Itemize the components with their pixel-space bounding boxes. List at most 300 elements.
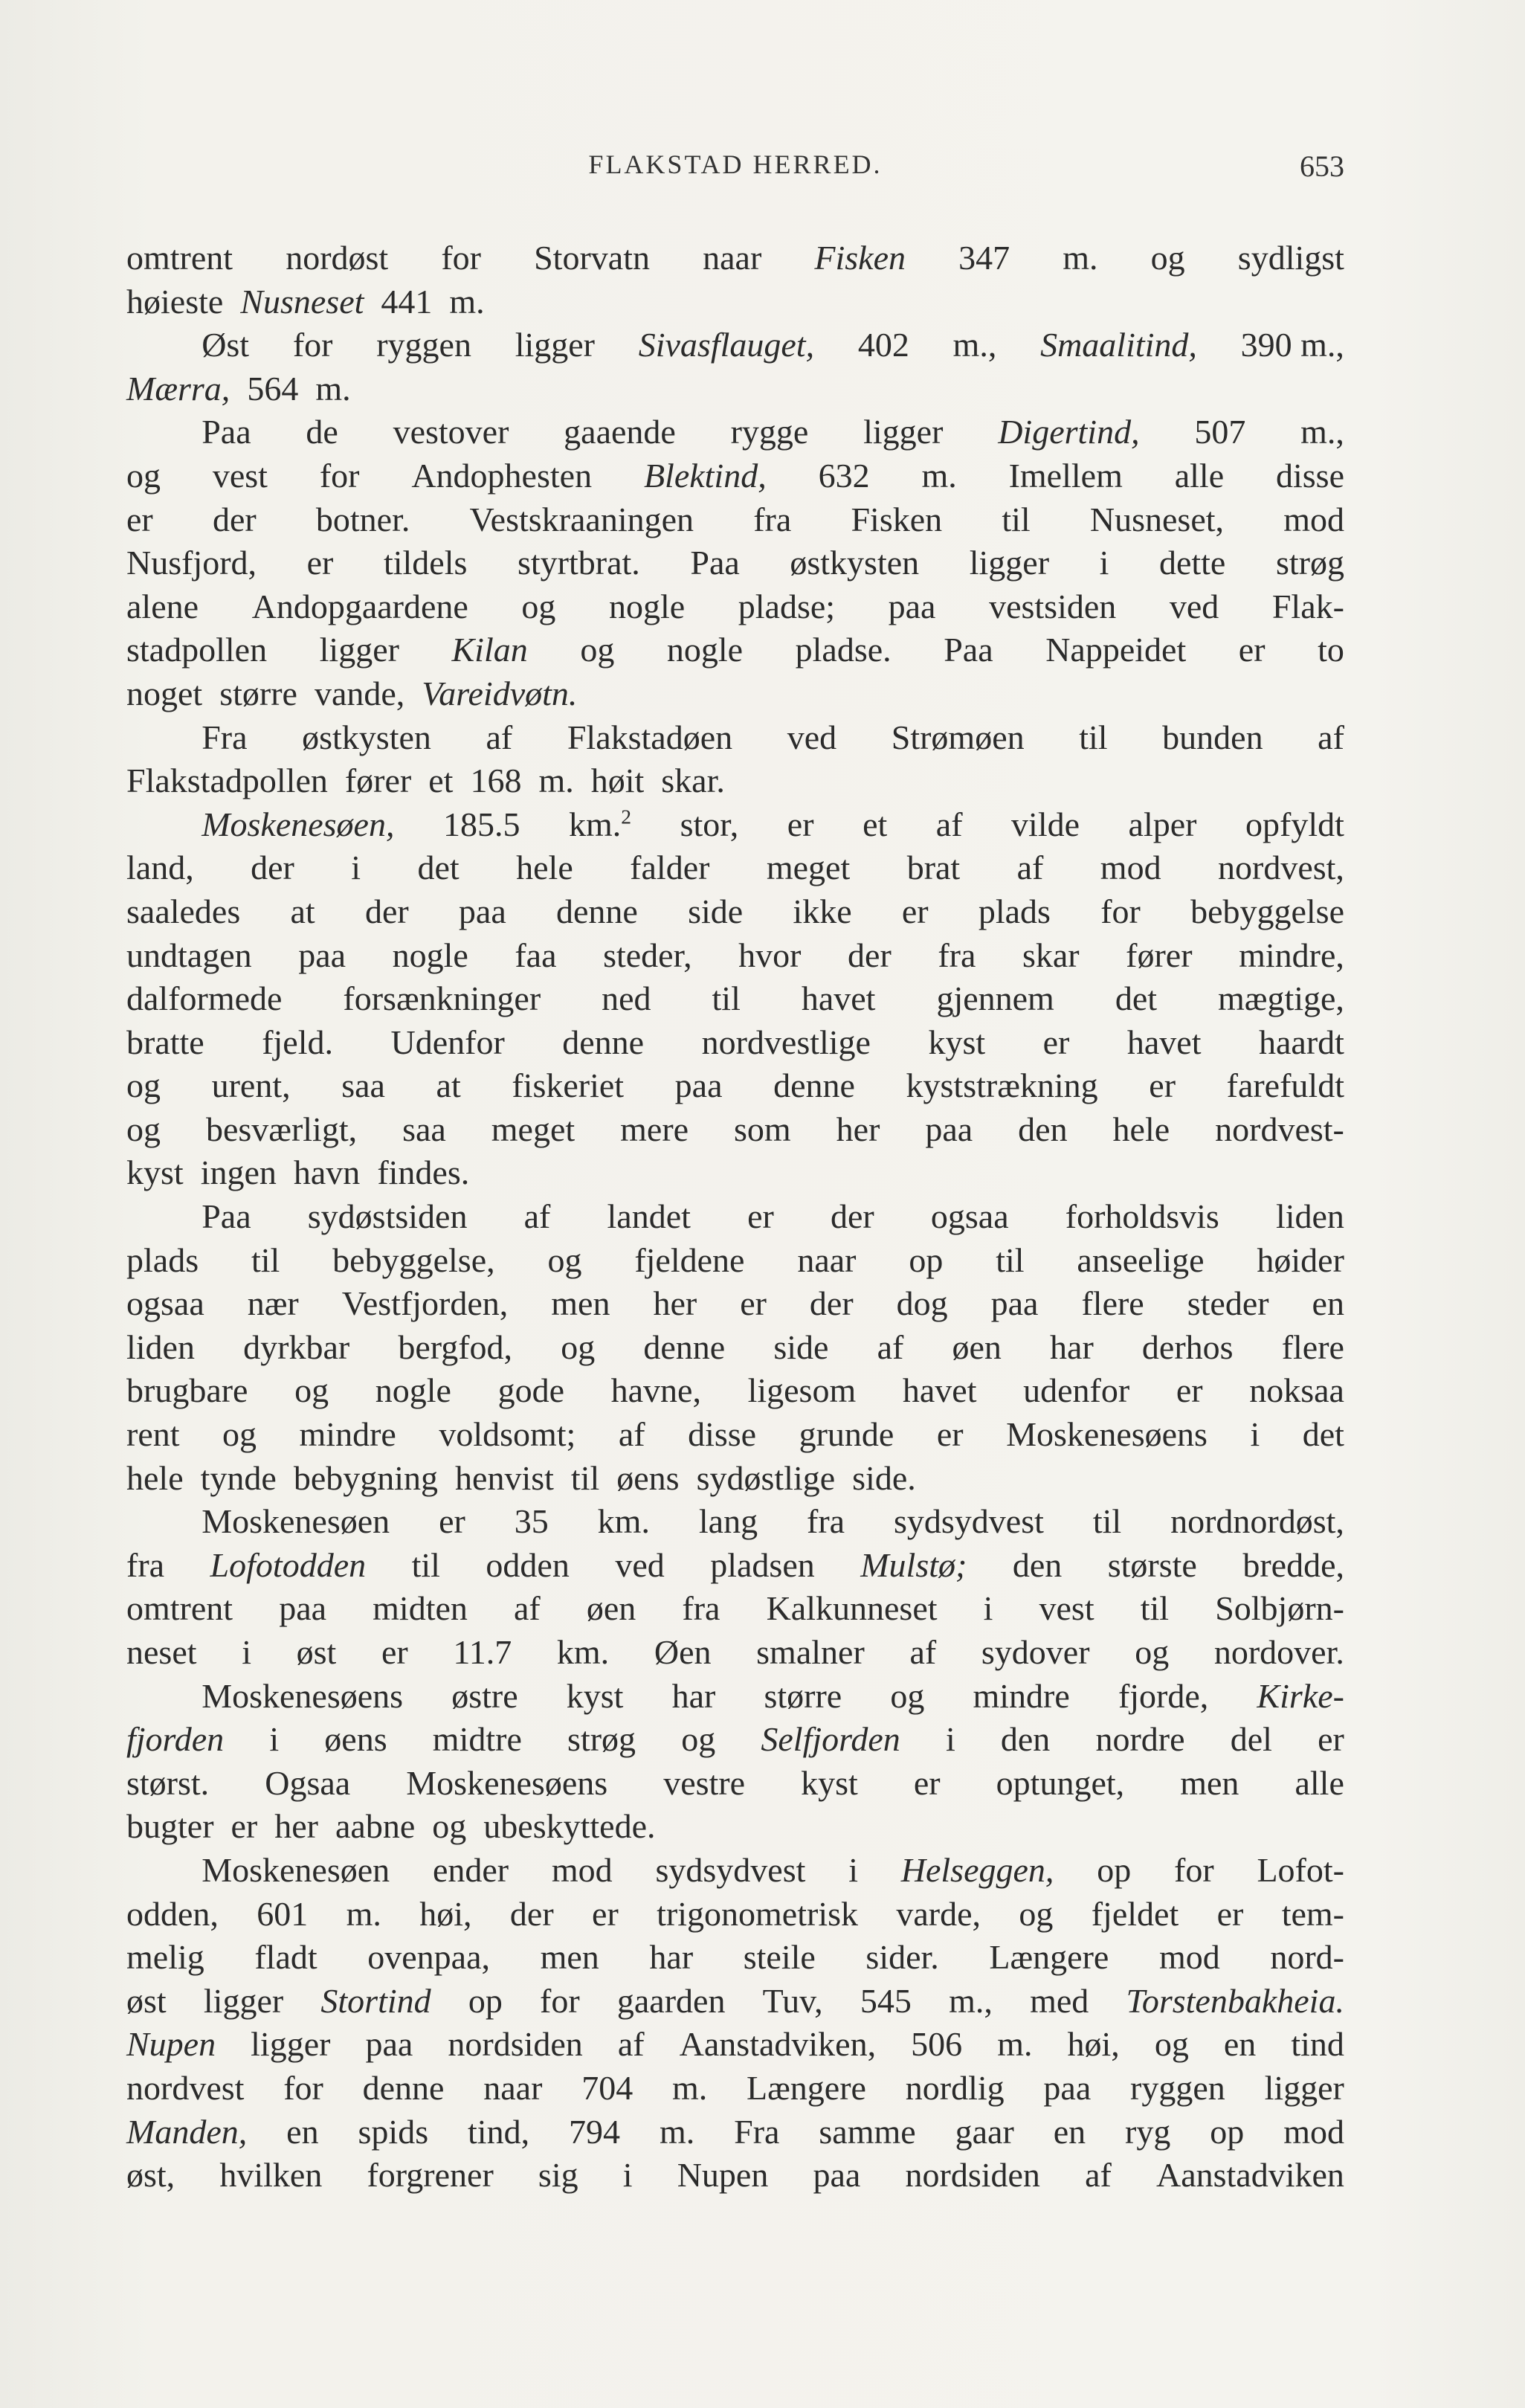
- word: høit: [590, 762, 645, 800]
- word: i: [622, 2156, 633, 2195]
- word: kyst: [928, 1023, 986, 1061]
- text-line: [126, 1849, 1344, 1893]
- word: men: [1180, 1763, 1239, 1802]
- word: østre: [451, 1676, 518, 1715]
- word: det: [417, 849, 460, 887]
- word: ligger: [863, 413, 944, 451]
- word: Strømøen: [891, 718, 1025, 756]
- text-line: [126, 280, 1344, 324]
- word: 11.7: [453, 1633, 512, 1671]
- word: bredde,: [1242, 1545, 1344, 1584]
- word: strøg: [1275, 544, 1344, 582]
- word: dette: [1158, 544, 1226, 582]
- word: ryggen: [376, 326, 471, 364]
- word: nogle: [666, 631, 744, 669]
- word: nordvest-: [1215, 1110, 1344, 1148]
- text-line: [126, 1239, 1344, 1283]
- word: og: [1150, 239, 1185, 277]
- text-line: [126, 1631, 1344, 1675]
- word: m.: [449, 282, 485, 321]
- word: den: [1018, 1110, 1068, 1148]
- word: liden: [126, 1327, 195, 1366]
- word: men: [551, 1284, 610, 1323]
- superscript: 2: [621, 805, 632, 828]
- word: til: [1002, 500, 1031, 538]
- word: melig: [126, 1938, 204, 1977]
- word: fra: [753, 500, 792, 538]
- text-line: [126, 1021, 1344, 1065]
- word: og: [126, 1110, 161, 1148]
- word: nordvest: [126, 2068, 245, 2107]
- word: Stortind: [320, 1981, 431, 2020]
- word: del: [1230, 1720, 1272, 1759]
- word: ogsaa: [126, 1284, 204, 1323]
- text-line: [126, 1544, 1344, 1588]
- word: hele: [126, 1458, 184, 1497]
- word: paa: [674, 1066, 723, 1105]
- word: ned: [602, 979, 651, 1018]
- word: Længere: [989, 1938, 1109, 1977]
- word: til: [251, 1240, 280, 1279]
- text-line: [126, 890, 1344, 934]
- word: m.,: [1300, 413, 1344, 451]
- word: og: [521, 587, 556, 625]
- word: nordnordøst,: [1170, 1502, 1344, 1541]
- word: ubeskyttede.: [483, 1807, 656, 1846]
- text-line: [126, 1500, 1344, 1544]
- word: m.,: [949, 1981, 993, 2020]
- header-title: FLAKSTAD HERRED.: [588, 149, 883, 179]
- word: havet: [902, 1371, 977, 1410]
- word: Mulstø;: [860, 1545, 967, 1584]
- word: Flak-: [1271, 587, 1344, 625]
- word: m.: [921, 456, 957, 495]
- word: og: [222, 1415, 257, 1454]
- word: paa: [298, 936, 346, 974]
- word: af: [935, 805, 963, 843]
- word: og: [1019, 1894, 1054, 1933]
- word: paa: [925, 1110, 973, 1148]
- word: Lofotodden: [210, 1545, 367, 1584]
- word: til: [570, 1458, 600, 1497]
- word: Kilan: [451, 631, 528, 669]
- word: til: [996, 1240, 1025, 1279]
- word: ligger: [251, 2025, 331, 2064]
- word: Moskenesøen: [201, 1850, 390, 1889]
- word: denne: [562, 1023, 645, 1061]
- word: odden,: [126, 1894, 219, 1933]
- word: 601: [257, 1894, 309, 1933]
- word: af: [618, 1415, 645, 1454]
- word: alle: [1174, 456, 1225, 495]
- word: m.,: [952, 326, 997, 364]
- word: hele: [516, 849, 573, 887]
- word: bebyggelse,: [332, 1240, 495, 1279]
- word: sydligst: [1237, 239, 1344, 277]
- word: til: [1079, 718, 1108, 756]
- word: dyrkbar: [243, 1327, 350, 1366]
- text-line: [126, 1151, 1344, 1195]
- word: Aanstadviken,: [679, 2025, 877, 2064]
- word: saa: [402, 1110, 446, 1148]
- word: for: [319, 456, 360, 495]
- word: mod: [1283, 2112, 1344, 2151]
- page-number: 653: [1300, 149, 1344, 183]
- word: af: [523, 1197, 551, 1236]
- word: ogsaa: [930, 1197, 1009, 1236]
- word: bratte: [126, 1023, 204, 1061]
- word: anseelige: [1077, 1240, 1205, 1279]
- word: kyst: [566, 1676, 624, 1715]
- word: ligesom: [747, 1371, 857, 1410]
- text-line: [126, 236, 1344, 280]
- word: bunden: [1162, 718, 1263, 756]
- word: er: [592, 1894, 619, 1933]
- word: side: [773, 1327, 829, 1366]
- word: to: [1318, 631, 1344, 669]
- word: Manden,: [126, 2112, 248, 2151]
- word: høieste: [126, 282, 224, 321]
- word: urent,: [211, 1066, 291, 1105]
- word: nordsiden: [905, 2156, 1040, 2195]
- word: er: [1042, 1023, 1070, 1061]
- word: østkysten: [302, 718, 431, 756]
- word: Nusneset: [240, 282, 364, 321]
- word: gaaende: [564, 413, 676, 451]
- text-line: [126, 2067, 1344, 2111]
- word: Fra: [734, 2112, 780, 2151]
- word: vilde: [1011, 805, 1080, 843]
- word: Aanstadviken: [1155, 2156, 1344, 2195]
- word: Lofot-: [1257, 1850, 1344, 1889]
- word: m.: [538, 762, 574, 800]
- word: Andopgaardene: [251, 587, 468, 625]
- word: Moskenesøens: [1006, 1415, 1208, 1454]
- text-line: [126, 1675, 1344, 1719]
- word: en: [1312, 1284, 1344, 1323]
- word: 441: [381, 282, 433, 321]
- word: styrtbrat.: [517, 544, 640, 582]
- word: er: [381, 1633, 408, 1671]
- word: spids: [358, 2112, 429, 2151]
- word: Helseggen,: [900, 1850, 1054, 1889]
- word: side.: [852, 1458, 916, 1497]
- word: liden: [1275, 1197, 1344, 1236]
- word: km.$^2$: [569, 805, 632, 843]
- word: Mærra,: [126, 369, 230, 408]
- word: mindre: [299, 1415, 396, 1454]
- word: af: [486, 718, 513, 756]
- word: flere: [1281, 1327, 1344, 1366]
- word: Digertind,: [998, 413, 1140, 451]
- text-line: [126, 934, 1344, 978]
- text-line: [126, 411, 1344, 454]
- word: ligger: [319, 631, 399, 669]
- word: har: [649, 1938, 694, 1977]
- word: smalner: [756, 1633, 865, 1671]
- word: hvor: [738, 936, 802, 974]
- word: ryg: [1125, 2112, 1171, 2151]
- word: og: [1135, 1633, 1170, 1671]
- word: som: [734, 1110, 791, 1148]
- word: hele: [1112, 1110, 1170, 1148]
- word: sig: [538, 2156, 578, 2195]
- word: forsænkninger: [343, 979, 541, 1018]
- word: op: [1210, 2112, 1245, 2151]
- word: her: [274, 1807, 319, 1846]
- word: stor,: [680, 805, 739, 843]
- word: større: [764, 1676, 842, 1715]
- word: i: [1250, 1415, 1260, 1454]
- word: nord-: [1270, 1938, 1344, 1977]
- word: er: [230, 1807, 258, 1846]
- word: bebyggelse: [1190, 892, 1344, 930]
- word: m.: [315, 369, 351, 408]
- text-line: [126, 1195, 1344, 1239]
- word: saaledes: [126, 892, 241, 930]
- word: gode: [497, 1371, 564, 1410]
- word: og: [580, 631, 615, 669]
- word: paa: [1043, 2068, 1092, 2107]
- word: det: [1115, 979, 1158, 1018]
- word: brugbare: [126, 1371, 248, 1410]
- word: falder: [630, 849, 710, 887]
- word: 168: [470, 762, 522, 800]
- word: i: [1099, 544, 1109, 582]
- word: Nusneset,: [1089, 500, 1225, 538]
- word: nær: [247, 1284, 299, 1323]
- word: men: [540, 1938, 599, 1977]
- word: brat: [906, 849, 961, 887]
- word: rygge: [730, 413, 809, 451]
- word: ved: [787, 718, 837, 756]
- word: odden: [486, 1545, 570, 1584]
- word: tind,: [468, 2112, 530, 2151]
- word: i: [269, 1720, 280, 1759]
- word: Storvatn: [534, 239, 650, 277]
- word: ingen: [200, 1153, 277, 1192]
- word: Solbjørn-: [1215, 1589, 1344, 1628]
- word: nogle: [392, 936, 468, 974]
- word: er: [1176, 1371, 1203, 1410]
- word: nordvestlige: [701, 1023, 871, 1061]
- word: voldsomt;: [439, 1415, 576, 1454]
- word: er: [913, 1763, 941, 1802]
- word: noksaa: [1249, 1371, 1344, 1410]
- word: Moskenesøens: [201, 1676, 404, 1715]
- word: har: [671, 1676, 716, 1715]
- word: her: [653, 1284, 697, 1323]
- word: største: [1107, 1545, 1197, 1584]
- word: skar: [1022, 936, 1080, 974]
- body-text: [126, 236, 1344, 2198]
- word: der: [830, 1197, 874, 1236]
- word: Paa: [201, 1197, 251, 1236]
- word: ligger: [1264, 2068, 1344, 2107]
- word: for: [441, 239, 481, 277]
- word: paa: [279, 1589, 327, 1628]
- word: er: [936, 1415, 964, 1454]
- text-line: [126, 1108, 1344, 1152]
- word: saa: [341, 1066, 385, 1105]
- word: er: [439, 1502, 465, 1541]
- word: Moskenesøens: [406, 1763, 608, 1802]
- word: den: [1012, 1545, 1063, 1584]
- word: flere: [1081, 1284, 1144, 1323]
- word: fører: [344, 762, 412, 800]
- word: Vestfjorden,: [341, 1284, 509, 1323]
- word: sydøstlige: [696, 1458, 836, 1497]
- word: denne: [362, 2068, 445, 2107]
- word: Nupen: [126, 2025, 216, 2064]
- word: ligger: [515, 326, 595, 364]
- word: findes.: [377, 1153, 470, 1192]
- word: øst,: [126, 2156, 175, 2195]
- word: og: [432, 1807, 467, 1846]
- word: i: [945, 1720, 955, 1759]
- text-line: [126, 1718, 1344, 1762]
- word: stadpollen: [126, 631, 268, 669]
- word: 704: [581, 2068, 633, 2107]
- word: 390 m.,: [1240, 326, 1344, 364]
- word: mod: [551, 1850, 613, 1889]
- word: af: [514, 1589, 541, 1628]
- word: 35: [514, 1502, 549, 1541]
- word: høider: [1257, 1240, 1344, 1279]
- word: nordsiden: [448, 2025, 583, 2064]
- text-line: [126, 1893, 1344, 1937]
- word: nordøst: [286, 239, 389, 277]
- text-line: [126, 1457, 1344, 1501]
- text-line: [126, 2111, 1344, 2154]
- word: pladse.: [795, 631, 892, 669]
- word: en: [286, 2112, 319, 2151]
- text-line: [126, 672, 1344, 716]
- word: aabne: [335, 1807, 416, 1846]
- word: og: [561, 1327, 596, 1366]
- word: og: [547, 1240, 582, 1279]
- word: en: [1223, 2025, 1257, 2064]
- word: 507: [1194, 413, 1246, 451]
- word: øens: [324, 1720, 387, 1759]
- word: fra: [807, 1502, 845, 1541]
- text-line: [126, 1326, 1344, 1370]
- word: høi,: [1067, 2025, 1120, 2064]
- text-line: [126, 846, 1344, 890]
- word: alle: [1295, 1763, 1344, 1802]
- text-line: [126, 454, 1344, 498]
- word: sydsydvest: [655, 1850, 806, 1889]
- word: pladse;: [738, 587, 836, 625]
- word: paa: [888, 587, 936, 625]
- word: er: [1216, 1894, 1244, 1933]
- text-line: [126, 977, 1344, 1021]
- word: større: [219, 674, 297, 712]
- word: sydover: [981, 1633, 1090, 1671]
- word: fra: [938, 936, 976, 974]
- word: 347: [958, 239, 1010, 277]
- word: botner.: [315, 500, 410, 538]
- word: havne,: [610, 1371, 701, 1410]
- word: den: [1000, 1720, 1051, 1759]
- text-line: [126, 803, 1344, 847]
- word: m.: [659, 2112, 695, 2151]
- word: og: [681, 1720, 716, 1759]
- text-line: [126, 1936, 1344, 1980]
- word: i: [848, 1850, 858, 1889]
- word: Udenfor: [390, 1023, 505, 1061]
- word: Blektind,: [643, 456, 767, 495]
- word: denne: [643, 1327, 726, 1366]
- word: sydsydvest: [893, 1502, 1044, 1541]
- word: Smaalitind,: [1040, 326, 1197, 364]
- word: m.: [1063, 239, 1098, 277]
- word: at: [436, 1066, 461, 1105]
- word: mere: [620, 1110, 689, 1148]
- word: Imellem: [1008, 456, 1123, 495]
- word: Fisken: [851, 500, 943, 538]
- word: denne: [556, 892, 638, 930]
- word: vestsiden: [989, 587, 1117, 625]
- text-line: [126, 498, 1344, 542]
- word: Kirke-: [1257, 1676, 1344, 1715]
- word: Flakstadøen: [567, 718, 733, 756]
- word: mindre: [973, 1676, 1070, 1715]
- word: grunde: [799, 1415, 894, 1454]
- word: høi,: [419, 1894, 472, 1933]
- word: m.: [346, 1894, 381, 1933]
- word: alene: [126, 587, 199, 625]
- word: fiskeriet: [512, 1066, 625, 1105]
- word: havn: [293, 1153, 361, 1192]
- word: i: [242, 1633, 251, 1671]
- word: Nupen: [677, 2156, 769, 2195]
- word: for: [1100, 892, 1141, 930]
- word: øst: [296, 1633, 337, 1671]
- word: Vareidvøtn.: [422, 674, 578, 712]
- running-header: [126, 149, 1344, 193]
- word: mindre,: [1239, 936, 1344, 974]
- word: til: [712, 979, 741, 1018]
- word: tynde: [200, 1458, 277, 1497]
- word: vestre: [663, 1763, 746, 1802]
- word: op: [909, 1240, 944, 1279]
- text-line: [126, 1805, 1344, 1849]
- word: forgrener: [367, 2156, 494, 2195]
- word: henvist: [455, 1458, 554, 1497]
- word: ved: [1169, 587, 1219, 625]
- text-line: [126, 541, 1344, 585]
- word: naar: [797, 1240, 857, 1279]
- word: er: [787, 805, 814, 843]
- word: for: [540, 1981, 580, 2020]
- word: hvilken: [219, 2156, 323, 2195]
- word: størst.: [126, 1763, 210, 1802]
- word: er: [1149, 1066, 1176, 1105]
- word: der: [848, 936, 892, 974]
- word: og: [890, 1676, 925, 1715]
- word: 564: [247, 369, 299, 408]
- word: Nusfjord,: [126, 544, 257, 582]
- word: Paa: [201, 413, 251, 451]
- word: fjeldene: [634, 1240, 745, 1279]
- word: tem-: [1281, 1894, 1344, 1933]
- word: paa: [458, 892, 506, 930]
- word: vande,: [314, 674, 405, 712]
- word: der: [364, 892, 409, 930]
- word: paa: [990, 1284, 1039, 1323]
- word: naar: [483, 2068, 543, 2107]
